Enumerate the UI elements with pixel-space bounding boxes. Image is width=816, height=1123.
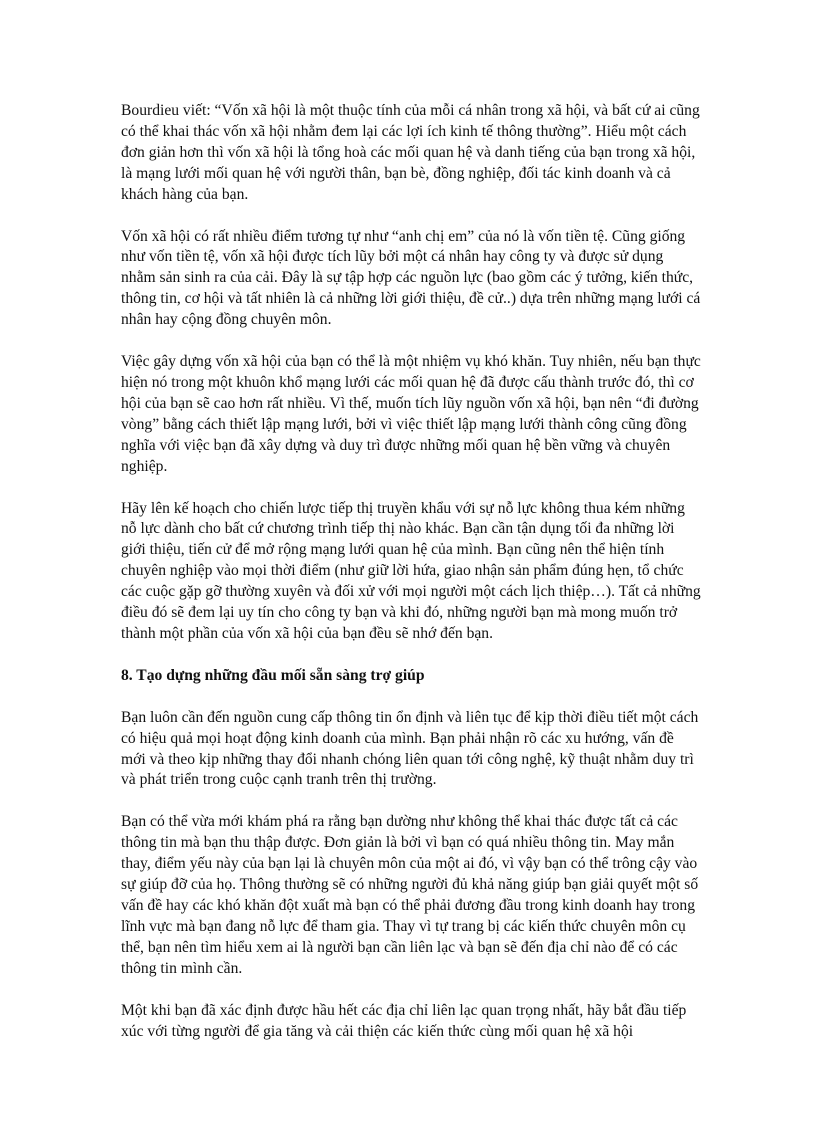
document-page: [121, 101, 701, 1063]
section-heading: 8. Tạo dựng những đầu mối sẵn sàng trợ giúp: [121, 666, 425, 684]
paragraph-building-capital: Việc gây dựng vốn xã hội của bạn có thể là một nhiệm vụ khó khăn. Tuy nhiên, nếu bạn thực hiện nó trong một khuôn khổ mạng lưới các mối quan hệ đã được cấu thành trước đó, thì cơ hội của bạn sẽ cao hơn rất nhiều. Vì thế, muốn tích lũy nguồn vốn xã hội, bạn nên “đi đường vòng” bằng cách thiết lập mạng lưới, bởi vì việc thiết lập mạng lưới thành công cũng đồng nghĩa với việc bạn đã xây dựng và duy trì được những mối quan hệ bền vững và chuyên nghiệp.: [121, 353, 701, 475]
paragraph-vonxahoi-definition: Bourdieu viết: “Vốn xã hội là một thuộc tính của mỗi cá nhân trong xã hội, và bất cứ ai cũng có thể khai thác vốn xã hội nhằm đem lại các lợi ích kinh tế thông thường”. Hiểu một cách đơn giản hơn thì vốn xã hội là tổng hoà các mối quan hệ và danh tiếng của bạn trong xã hội, là mạng lưới mối quan hệ với người thân, bạn bè, đồng nghiệp, đối tác kinh doanh và cả khách hàng của bạn.: [121, 102, 700, 203]
paragraph-information-sources: Bạn luôn cần đến nguồn cung cấp thông tin ổn định và liên tục để kịp thời điều tiết một cách có hiệu quả mọi hoạt động kinh doanh của mình. Bạn phải nhận rõ các xu hướng, vấn đề mới và theo kịp những thay đổi nhanh chóng liên quan tới công nghệ, kỹ thuật nhằm duy trì và phát triển trong cuộc cạnh tranh trên thị trường.: [121, 708, 699, 789]
paragraph-contacts: Một khi bạn đã xác định được hầu hết các địa chỉ liên lạc quan trọng nhất, hãy bắt đầu tiếp xúc với từng người để gia tăng và cải thiện các kiến thức cùng mối quan hệ xã hội: [121, 1001, 687, 1040]
paragraph-expert-help: Bạn có thể vừa mới khám phá ra rằng bạn dường như không thể khai thác được tất cả các thông tin mà bạn thu thập được. Đơn giản là bởi vì bạn có quá nhiều thông tin. May mắn thay, điểm yếu này của bạn lại là chuyên môn của một ai đó, vì vậy bạn có thể trông cậy vào sự giúp đỡ của họ. Thông thường sẽ có những người đủ khả năng giúp bạn giải quyết một số vấn đề hay các khó khăn đột xuất mà bạn có thể phải đương đầu trong kinh doanh hay trong lĩnh vực mà bạn đang nỗ lực để tham gia. Thay vì tự trang bị các kiến thức chuyên môn cụ thể, bạn nên tìm hiểu xem ai là người bạn cần liên lạc và bạn sẽ đến địa chỉ nào để có các thông tin mình cần.: [121, 813, 699, 977]
paragraph-word-of-mouth: Hãy lên kế hoạch cho chiến lược tiếp thị truyền khẩu với sự nỗ lực không thua kém những nỗ lực dành cho bất cứ chương trình tiếp thị nào khác. Bạn cần tận dụng tối đa những lời giới thiệu, tiến cử để mở rộng mạng lưới quan hệ của mình. Bạn cũng nên thể hiện tính chuyên nghiệp vào mọi thời điểm (như giữ lời hứa, giao nhận sản phẩm đúng hẹn, tổ chức các cuộc gặp gỡ thường xuyên và đối xử với mọi người một cách lịch thiệp…). Tất cả những điều đó sẽ đem lại uy tín cho công ty bạn và khi đó, những người bạn mà mong muốn trở thành một phần của vốn xã hội của bạn đều sẽ nhớ đến bạn.: [121, 499, 701, 642]
paragraph-vonxahoi-comparison: Vốn xã hội có rất nhiều điểm tương tự như “anh chị em” của nó là vốn tiền tệ. Cũng giống như vốn tiền tệ, vốn xã hội được tích lũy bởi một cá nhân hay công ty và được sử dụng nhằm sản sinh ra của cải. Đây là sự tập hợp các nguồn lực (bao gồm các ý tưởng, kiến thức, thông tin, cơ hội và tất nhiên là cả những lời giới thiệu, đề cử..) dựa trên những mạng lưới cá nhân hay cộng đồng chuyên môn.: [121, 227, 701, 329]
